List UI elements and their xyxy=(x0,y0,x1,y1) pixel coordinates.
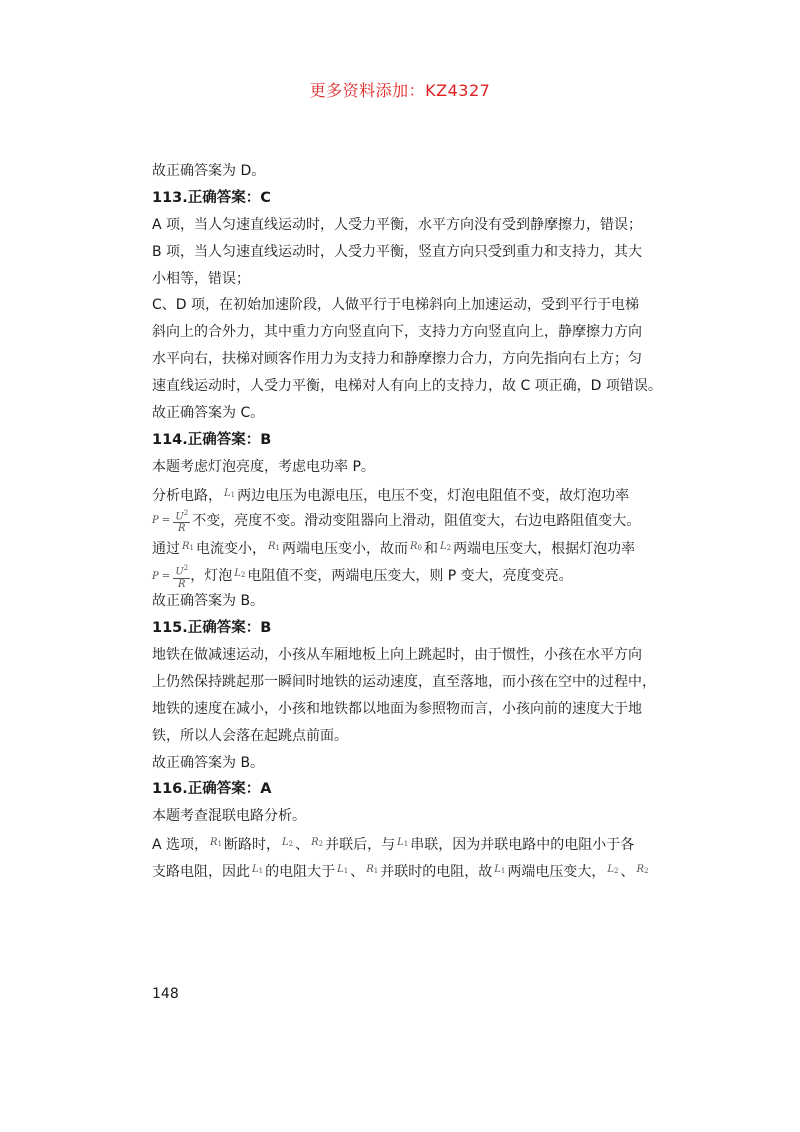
math-symbol-l1: L1 xyxy=(337,864,349,876)
text-segment: 串联，因为并联电路中的电阻小于各 xyxy=(410,837,635,854)
text-segment: 两端电压变小，故而 xyxy=(282,541,408,558)
text-segment: 、 xyxy=(620,864,635,881)
text-line xyxy=(152,830,652,857)
text-segment: 两端电压变大，根据灯泡功率 xyxy=(453,541,636,558)
math-symbol-r2: R2 xyxy=(311,837,324,849)
page-number: 148 xyxy=(152,986,179,1002)
math-symbol-l2: L2 xyxy=(607,864,619,876)
math-symbol-l1: L1 xyxy=(252,864,264,876)
promo-header: 更多资料添加：KZ4327 xyxy=(309,81,491,100)
math-symbol-r1: R1 xyxy=(182,541,194,553)
text-segment: 支路电阻，因此 xyxy=(152,864,250,881)
text-line xyxy=(152,857,652,884)
math-symbol-l1: L1 xyxy=(397,837,409,849)
answer-heading-114: 114.正确答案：B xyxy=(152,431,272,448)
text-line: 故正确答案为 B。 xyxy=(152,593,265,610)
text-line: 上仍然保持跳起那一瞬间时地铁的运动速度，直至落地，而小孩在空中的过程中， xyxy=(152,673,656,690)
text-segment: 、 xyxy=(350,864,365,881)
text-line: 地铁在做减速运动，小孩从车厢地板上向上跳起时，由于惯性，小孩在水平方向 xyxy=(152,647,642,664)
answer-heading-113: 113.正确答案：C xyxy=(152,189,271,206)
text-segment: 并联后，与 xyxy=(325,837,396,854)
power-formula: P = $\frac{U^2}{R}$ xyxy=(152,508,189,534)
answer-heading-115: 115.正确答案：B xyxy=(152,620,272,637)
text-line: 地铁的速度在减小，小孩和地铁都以地面为参照物而言，小孩向前的速度大于地 xyxy=(152,700,642,717)
text-segment: 断路时， xyxy=(224,837,281,854)
text-segment: 电流变小， xyxy=(196,541,266,558)
math-symbol-l2: L2 xyxy=(282,837,294,849)
text-segment: 的电阻大于 xyxy=(265,864,336,881)
text-line: 水平向右，扶梯对顾客作用力为支持力和静摩擦力合力，方向先指向右上方；匀 xyxy=(152,351,642,368)
math-symbol-r0: R0 xyxy=(410,541,422,553)
text-line: 铁，所以人会落在起跳点前面。 xyxy=(152,727,348,744)
math-symbol-r1: R1 xyxy=(268,541,280,553)
text-line: 小相等，错误； xyxy=(152,270,250,287)
text-line xyxy=(152,508,652,535)
text-line xyxy=(152,561,652,588)
math-symbol-r1: R1 xyxy=(210,837,223,849)
text-segment: ，灯泡 xyxy=(190,568,233,585)
math-symbol-l1: L1 xyxy=(494,864,506,876)
answer-explanations xyxy=(152,158,662,884)
text-line: B 项，当人匀速直线运动时，人受力平衡，竖直方向只受到重力和支持力，其大 xyxy=(152,243,643,260)
text-line: C、D 项，在初始加速阶段，人做平行于电梯斜向上加速运动，受到平行于电梯 xyxy=(152,297,640,314)
text-line xyxy=(152,481,652,508)
text-line xyxy=(152,534,652,561)
power-formula: P = $\frac{U^2}{R}$ xyxy=(152,564,189,590)
text-line: 本题考查混联电路分析。 xyxy=(152,808,306,825)
text-segment: 两边电压为电源电压，电压不变，灯泡电阻值不变，故灯泡功率 xyxy=(237,487,630,504)
text-line: 本题考虑灯泡亮度，考虑电功率 P。 xyxy=(152,458,375,475)
text-line: 故正确答案为 D。 xyxy=(152,163,266,179)
math-symbol-r1: R1 xyxy=(366,864,379,876)
text-segment: 并联时的电阻，故 xyxy=(380,864,493,881)
text-segment: A 选项， xyxy=(152,837,209,854)
text-segment: 分析电路， xyxy=(152,487,222,504)
answer-heading-116: 116.正确答案：A xyxy=(152,781,272,798)
text-line: 故正确答案为 C。 xyxy=(152,405,265,422)
text-segment: 电阻值不变，两端电压变大，则 P 变大，亮度变亮。 xyxy=(247,568,573,585)
math-symbol-r2: R2 xyxy=(636,864,649,876)
text-line: 斜向上的合外力，其中重力方向竖直向下，支持力方向竖直向上，静摩擦力方向 xyxy=(152,324,642,341)
text-line: A 项，当人匀速直线运动时，人受力平衡，水平方向没有受到静摩擦力，错误； xyxy=(152,216,643,233)
text-line: 速直线运动时，人受力平衡，电梯对人有向上的支持力，故 C 项正确，D 项错误。 xyxy=(152,378,662,395)
text-segment: 通过 xyxy=(152,541,180,558)
math-symbol-l1: L1 xyxy=(224,487,236,499)
math-symbol-l2: L2 xyxy=(440,541,452,553)
text-segment: 、 xyxy=(295,837,310,854)
text-segment: 和 xyxy=(424,541,438,558)
text-line: 故正确答案为 B。 xyxy=(152,754,265,771)
text-segment: 两端电压变大， xyxy=(507,864,606,881)
text-segment: 不变，亮度不变。滑动变阻器向上滑动，阻值变大，右边电路阻值变大。 xyxy=(192,512,641,529)
math-symbol-l2: L2 xyxy=(234,568,246,580)
